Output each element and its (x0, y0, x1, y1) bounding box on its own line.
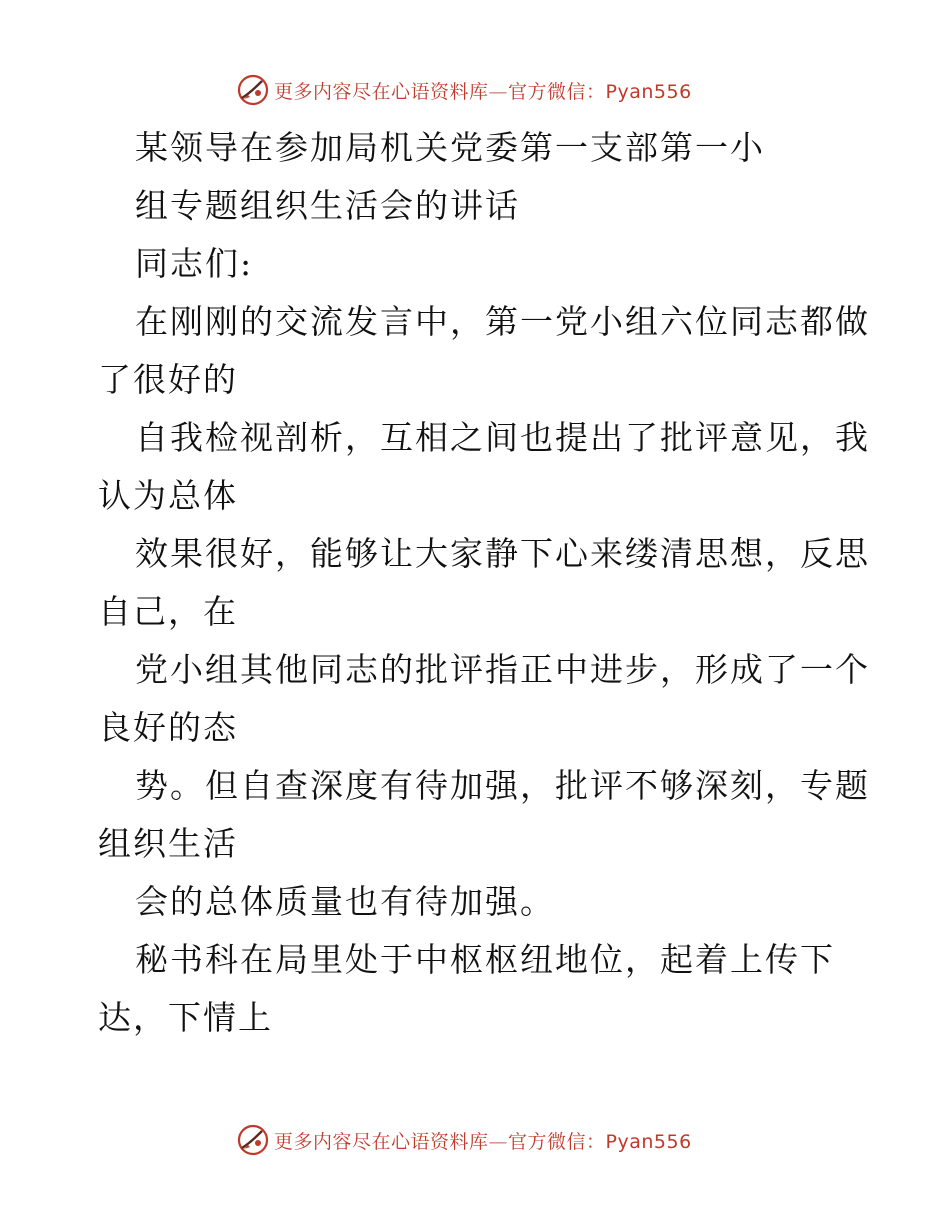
paragraph-line: 秘书科在局里处于中枢枢纽地位，起着上传下 (135, 940, 835, 979)
banner-wechat-id: Pyan556 (605, 1130, 692, 1153)
banner-separator: — (488, 80, 509, 103)
title-line-1: 某领导在参加局机关党委第一支部第一小 (135, 128, 765, 167)
salutation: 同志们: (135, 244, 254, 283)
paragraph-line: 认为总体 (98, 476, 238, 515)
pen-circle-logo-icon (236, 1123, 270, 1157)
paragraph-line: 达，下情上 (98, 998, 273, 1037)
paragraph-line: 良好的态 (98, 708, 238, 747)
footer-banner (236, 1122, 692, 1158)
paragraph-line: 势。但自查深度有待加强，批评不够深刻，专题 (135, 766, 870, 805)
paragraph-line: 自我检视剖析，互相之间也提出了批评意见，我 (135, 418, 870, 457)
title-line-2: 组专题组织生活会的讲话 (135, 186, 520, 225)
paragraph-line: 组织生活 (98, 824, 238, 863)
banner-wechat-label: 官方微信： (508, 80, 606, 103)
paragraph-line: 自己，在 (98, 592, 238, 631)
paragraph-line: 会的总体质量也有待加强。 (135, 882, 555, 921)
paragraph-line: 在刚刚的交流发言中，第一党小组六位同志都做 (135, 302, 870, 341)
banner-separator: — (488, 1130, 509, 1153)
banner-main-text: 更多内容尽在心语资料库 (274, 1130, 489, 1153)
paragraph-line: 党小组其他同志的批评指正中进步，形成了一个 (135, 650, 870, 689)
banner-wechat-id: Pyan556 (605, 80, 692, 103)
banner-wechat-label: 官方微信： (508, 1130, 606, 1153)
paragraph-line: 了很好的 (98, 360, 238, 399)
banner-main-text: 更多内容尽在心语资料库 (274, 80, 489, 103)
paragraph-line: 效果很好，能够让大家静下心来缕清思想，反思 (135, 534, 870, 573)
